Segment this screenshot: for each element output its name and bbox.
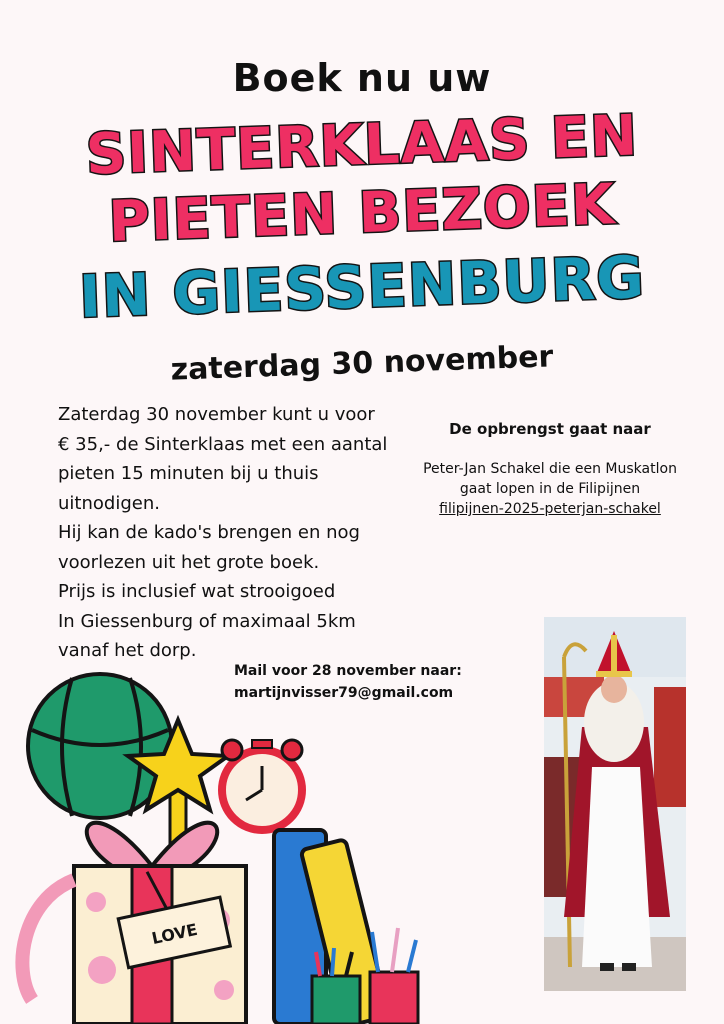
contact-label: Mail voor 28 november naar: bbox=[234, 663, 462, 679]
title-line-3: IN GIESSENBURG bbox=[78, 243, 646, 331]
gift-illustration bbox=[12, 670, 432, 1024]
love-tag-text: LOVE bbox=[150, 919, 200, 948]
kicker-text: Boek nu uw bbox=[232, 56, 492, 100]
event-date: zaterdag 30 november bbox=[170, 339, 554, 388]
sinterklaas-photo bbox=[544, 617, 686, 991]
title-line-2: PIETEN BEZOEK bbox=[107, 172, 617, 255]
donation-heading: De opbrengst gaat naar bbox=[449, 420, 651, 438]
donation-info bbox=[418, 459, 682, 519]
alarm-clock-icon bbox=[222, 740, 302, 830]
paragraph-book: Hij kan de kado's brengen en nog voorlezen uit het grote boek. bbox=[58, 522, 360, 573]
title-line-1: SINTERKLAAS EN bbox=[84, 103, 640, 188]
paragraph-candy: Prijs is inclusief wat strooigoed bbox=[58, 581, 336, 602]
donation-link[interactable]: filipijnen-2025-peterjan-schakel bbox=[439, 501, 661, 517]
description bbox=[58, 400, 388, 666]
paragraph-area: In Giessenburg of maximaal 5km vanaf het dorp. bbox=[58, 610, 356, 661]
donation-text: Peter-Jan Schakel die een Muskatlon gaat lopen in de Filipijnen bbox=[423, 461, 677, 497]
contact-email[interactable]: martijnvisser79@gmail.com bbox=[234, 685, 454, 701]
paragraph-price: Zaterdag 30 november kunt u voor € 35,- de Sinterklaas met een aantal pieten 15 minuten bij u thuis uitnodigen. bbox=[58, 404, 388, 514]
